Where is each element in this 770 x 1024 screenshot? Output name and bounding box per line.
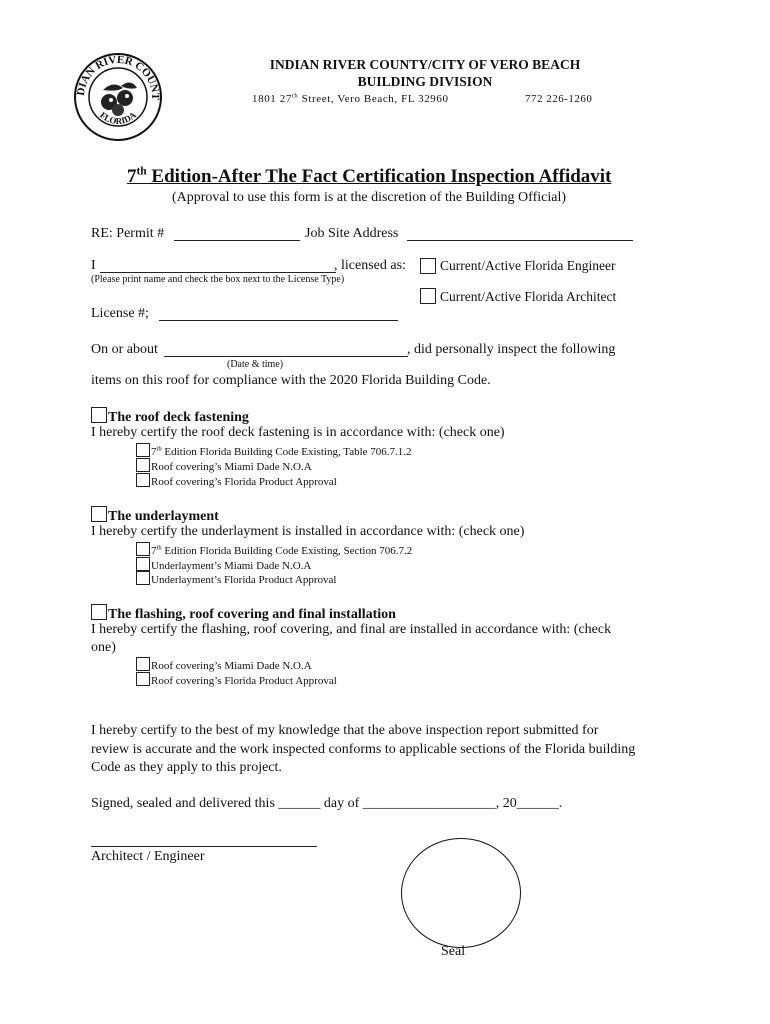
on-or-about-label: On or about	[91, 342, 158, 357]
seal-label: Seal	[441, 944, 466, 959]
licensed-as-label: , licensed as:	[334, 258, 406, 273]
date-time-note: (Date & time)	[227, 359, 284, 370]
underlayment-option-3-checkbox[interactable]	[136, 571, 150, 585]
signed-line: Signed, sealed and delivered this ______ day of ___________________, 20______.	[91, 796, 563, 811]
flashing-certify-text-2: one)	[91, 640, 116, 655]
certification-line-1: I hereby certify to the best of my knowledge that the above inspection report submitted for	[91, 723, 599, 738]
county-seal-logo	[73, 52, 163, 142]
flashing-option-1-checkbox[interactable]	[136, 657, 150, 671]
underlayment-option-1: 7th Edition Florida Building Code Existing, Section 706.7.2	[136, 542, 412, 557]
underlayment-option-1-checkbox[interactable]	[136, 542, 150, 556]
svg-text:FLORIDA: FLORIDA	[97, 109, 139, 126]
deck-heading: The roof deck fastening	[91, 407, 249, 426]
date-time-field[interactable]	[164, 356, 408, 357]
deck-option-3-checkbox[interactable]	[136, 473, 150, 487]
header-phone: 772 226-1260	[525, 93, 593, 105]
flashing-option-1: Roof covering’s Miami Dade N.O.A	[136, 657, 312, 672]
job-site-address-field[interactable]	[407, 240, 633, 241]
page-subtitle: (Approval to use this form is at the discretion of the Building Official)	[172, 190, 566, 205]
seal-circle	[401, 838, 521, 948]
deck-option-2: Roof covering’s Miami Dade N.O.A	[136, 458, 312, 473]
deck-checkbox[interactable]	[91, 407, 107, 423]
deck-certify-text: I hereby certify the roof deck fastening is in accordance with: (check one)	[91, 425, 505, 440]
license-number-field[interactable]	[159, 320, 398, 321]
header-address: 1801 27th Street, Vero Beach, FL 32960	[252, 92, 449, 105]
i-label: I	[91, 258, 96, 273]
flashing-checkbox[interactable]	[91, 604, 107, 620]
architect-option-label: Current/Active Florida Architect	[440, 289, 617, 304]
underlayment-option-3: Underlayment’s Florida Product Approval	[136, 571, 336, 586]
deck-option-1-checkbox[interactable]	[136, 443, 150, 457]
header-division: BUILDING DIVISION	[357, 74, 493, 89]
print-name-note: (Please print name and check the box next to the License Type)	[91, 274, 345, 285]
deck-option-3: Roof covering’s Florida Product Approval	[136, 473, 337, 488]
permit-number-field[interactable]	[174, 240, 300, 241]
underlayment-checkbox[interactable]	[91, 506, 107, 522]
underlayment-certify-text: I hereby certify the underlayment is installed in accordance with: (check one)	[91, 524, 525, 539]
architect-checkbox[interactable]	[420, 288, 436, 304]
deck-option-2-checkbox[interactable]	[136, 458, 150, 472]
permit-label: RE: Permit #	[91, 226, 165, 241]
certification-line-3: Code as they apply to this project.	[91, 760, 282, 775]
flashing-option-2-checkbox[interactable]	[136, 672, 150, 686]
header-agency: INDIAN RIVER COUNTY/CITY OF VERO BEACH	[269, 57, 581, 72]
flashing-heading: The flashing, roof covering and final installation	[91, 604, 396, 623]
architect-engineer-label: Architect / Engineer	[91, 849, 205, 864]
did-inspect-label: , did personally inspect the following	[407, 342, 616, 357]
signature-line[interactable]	[91, 846, 317, 847]
job-site-address-label: Job Site Address	[305, 226, 399, 241]
license-label: License #;	[91, 306, 149, 321]
page-title: 7th Edition-After The Fact Certification Inspection Affidavit	[127, 165, 612, 187]
engineer-option-label: Current/Active Florida Engineer	[440, 258, 616, 273]
certification-line-2: review is accurate and the work inspected conforms to applicable sections of the Florida building	[91, 742, 636, 757]
deck-option-1: 7th Edition Florida Building Code Existing, Table 706.7.1.2	[136, 443, 412, 458]
name-field[interactable]	[100, 272, 336, 273]
underlayment-option-2-checkbox[interactable]	[136, 557, 150, 571]
flashing-certify-text-1: I hereby certify the flashing, roof covering, and final are installed in accordance with: (check	[91, 622, 612, 637]
svg-text:INDIAN RIVER COUNTY: DIAN RIVER COUNT	[74, 53, 162, 101]
underlayment-option-2: Underlayment’s Miami Dade N.O.A	[136, 557, 311, 572]
underlayment-heading: The underlayment	[91, 506, 219, 525]
engineer-checkbox[interactable]	[420, 258, 436, 274]
flashing-option-2: Roof covering’s Florida Product Approval	[136, 672, 337, 687]
items-text: items on this roof for compliance with the 2020 Florida Building Code.	[91, 373, 491, 388]
